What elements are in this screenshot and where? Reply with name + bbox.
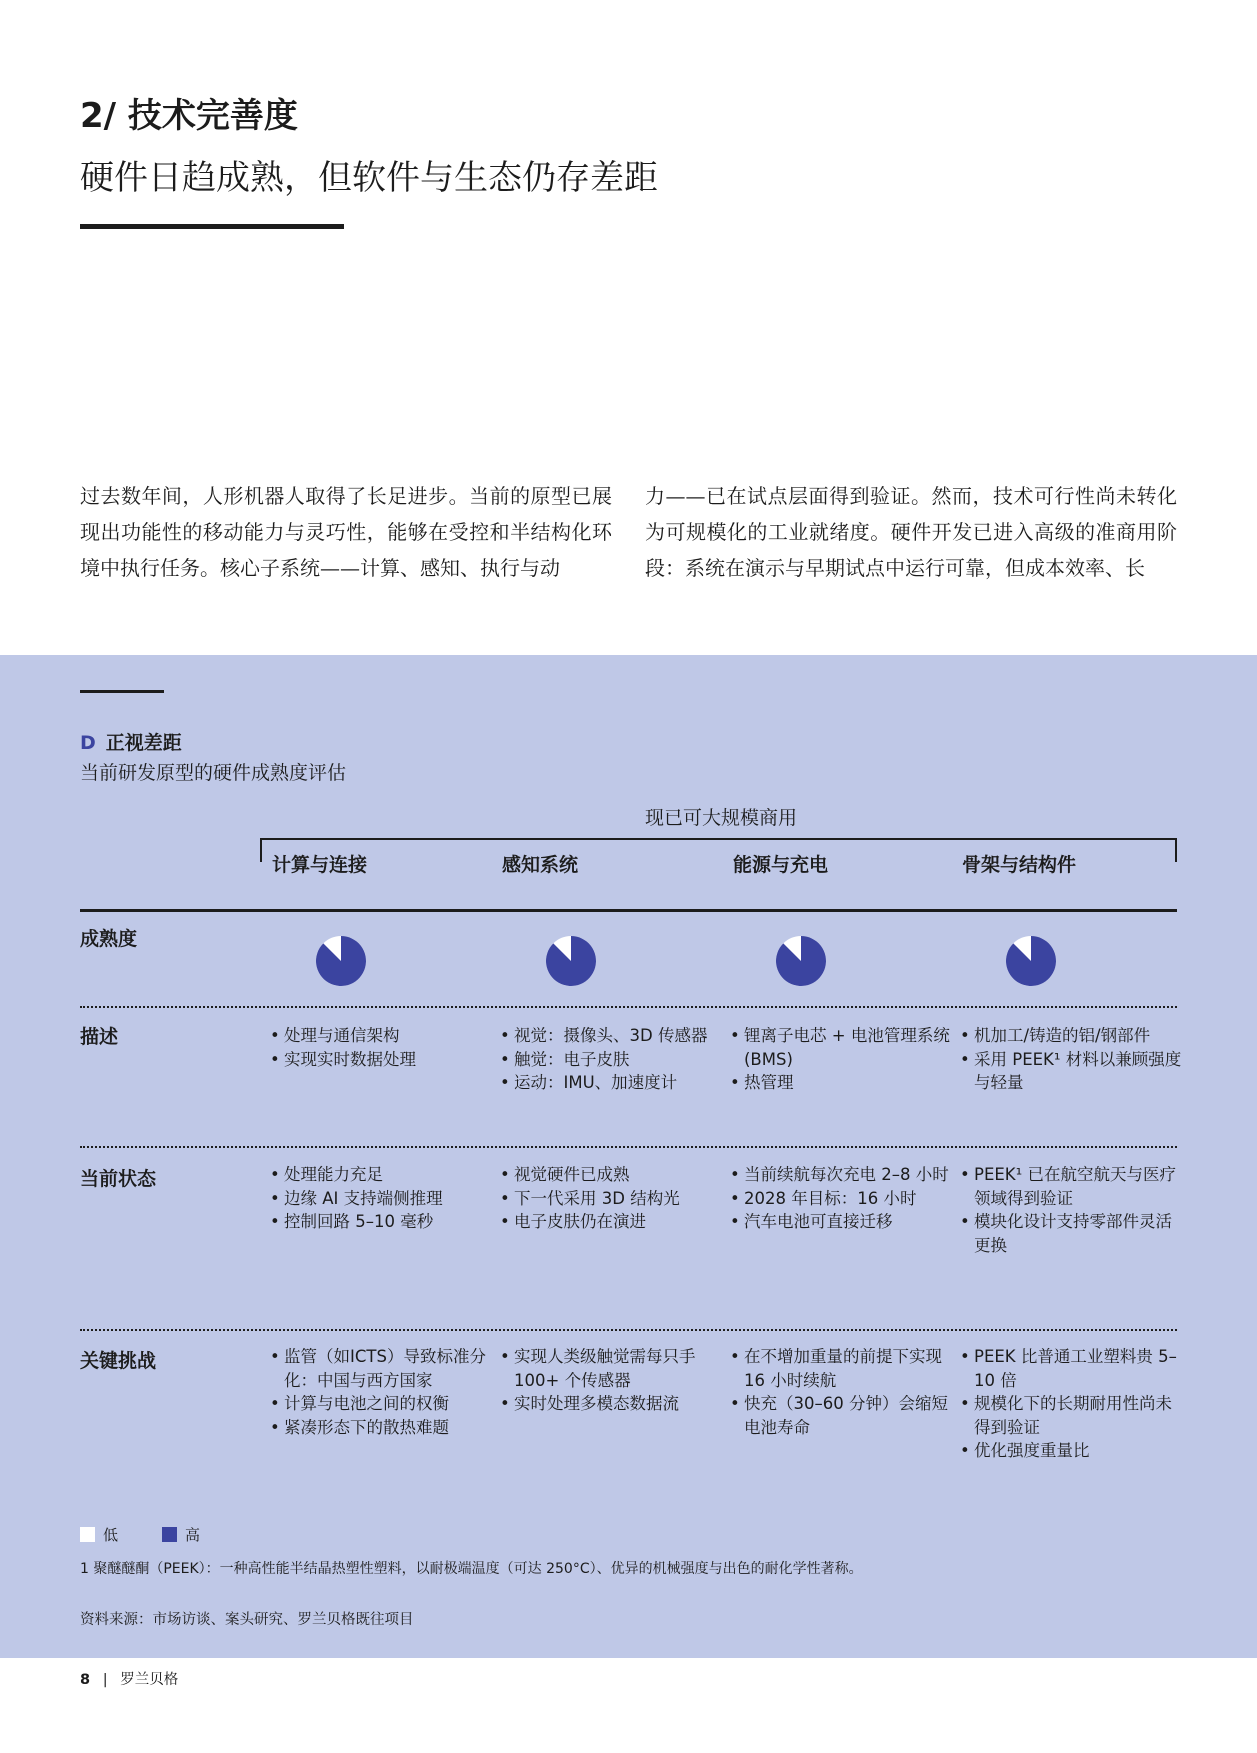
row-label-description: 描述 <box>80 1026 119 1048</box>
bullet-item: • 紧凑形态下的散热难题 <box>270 1416 492 1440</box>
figure-label: D <box>80 732 96 754</box>
bullet-item: • 实现人类级触觉需每只手 100+ 个传感器 <box>500 1345 722 1392</box>
challenges-cell <box>960 1345 1182 1463</box>
row-divider <box>80 1006 1177 1008</box>
bullet-item: • 快充（30–60 分钟）会缩短电池寿命 <box>730 1392 952 1439</box>
maturity-pie <box>315 935 367 987</box>
section-title: 2/ 技术完善度 <box>80 96 298 136</box>
figure-subtitle: 当前研发原型的硬件成熟度评估 <box>80 762 347 784</box>
intro-left: 过去数年间，人形机器人取得了长足进步。当前的原型已展现出功能性的移动能力与灵巧性，能够在受控和半结构化环境中执行任务。核心子系统——计算、感知、执行与动 <box>80 484 612 580</box>
page-footer: 8 | 罗兰贝格 <box>80 1672 179 1688</box>
status-cell <box>270 1163 492 1234</box>
bullet-item: • 电子皮肤仍在演进 <box>500 1210 722 1234</box>
bullet-item: • 控制回路 5–10 毫秒 <box>270 1210 492 1234</box>
bullet-item: • 视觉：摄像头、3D 传感器 <box>500 1024 722 1048</box>
bullet-item: • 当前续航每次充电 2–8 小时 <box>730 1163 952 1187</box>
bullet-item: • 触觉：电子皮肤 <box>500 1048 722 1072</box>
title-rule <box>80 224 344 229</box>
row-label-maturity: 成熟度 <box>80 928 138 950</box>
page-number: 8 <box>80 1672 91 1688</box>
row-divider <box>80 1329 1177 1331</box>
bullet-item: • 视觉硬件已成熟 <box>500 1163 722 1187</box>
bullet-item: • 在不增加重量的前提下实现 16 小时续航 <box>730 1345 952 1392</box>
legend-low-label: 低 <box>103 1526 119 1544</box>
legend-swatch-low <box>80 1527 95 1542</box>
figure-rule <box>80 690 164 693</box>
bullet-item: • 热管理 <box>730 1071 952 1095</box>
description-cell <box>960 1024 1182 1095</box>
footnote: 1 聚醚醚酮（PEEK）：一种高性能半结晶热塑性塑料，以耐极端温度（可达 250°C）、优异的机械强度与出色的耐化学性著称。 <box>80 1561 863 1577</box>
maturity-pie <box>1005 935 1057 987</box>
legend-low <box>80 1524 118 1545</box>
bullet-item: • 规模化下的长期耐用性尚未得到验证 <box>960 1392 1182 1439</box>
bullet-item: • 边缘 AI 支持端侧推理 <box>270 1187 492 1211</box>
column-header: 感知系统 <box>502 854 579 876</box>
footer-brand: 罗兰贝格 <box>120 1672 179 1688</box>
bullet-item: • 计算与电池之间的权衡 <box>270 1392 492 1416</box>
bullet-item: • 实时处理多模态数据流 <box>500 1392 722 1416</box>
column-header: 能源与充电 <box>733 854 829 876</box>
bullet-item: • PEEK 比普通工业塑料贵 5–10 倍 <box>960 1345 1182 1392</box>
row-divider <box>80 1146 1177 1148</box>
legend-swatch-high <box>162 1527 177 1542</box>
source-note: 资料来源：市场访谈、案头研究、罗兰贝格既往项目 <box>80 1612 414 1628</box>
bullet-item: • 下一代采用 3D 结构光 <box>500 1187 722 1211</box>
legend-high <box>162 1524 200 1545</box>
maturity-pie <box>545 935 597 987</box>
description-cell <box>500 1024 722 1095</box>
column-header: 计算与连接 <box>272 854 368 876</box>
bullet-item: • 汽车电池可直接迁移 <box>730 1210 952 1234</box>
row-label-status: 当前状态 <box>80 1168 157 1190</box>
section-subtitle: 硬件日趋成熟，但软件与生态仍存差距 <box>80 158 658 198</box>
bullet-item: • 模块化设计支持零部件灵活更换 <box>960 1210 1182 1257</box>
status-cell <box>960 1163 1182 1257</box>
figure-title <box>80 728 182 755</box>
bullet-item: • 优化强度重量比 <box>960 1439 1182 1463</box>
challenges-cell <box>500 1345 722 1416</box>
description-cell <box>270 1024 492 1071</box>
bullet-item: • 监管（如ICTS）导致标准分化：中国与西方国家 <box>270 1345 492 1392</box>
bullet-item: • PEEK¹ 已在航空航天与医疗领域得到验证 <box>960 1163 1182 1210</box>
intro-right: 力——已在试点层面得到验证。然而，技术可行性尚未转化为可规模化的工业就绪度。硬件开发已进入高级的准商用阶段：系统在演示与早期试点中运行可靠，但成本效率、长 <box>645 484 1177 580</box>
column-header: 骨架与结构件 <box>962 854 1077 876</box>
bullet-item: • 锂离子电芯 + 电池管理系统(BMS) <box>730 1024 952 1071</box>
row-label-challenges: 关键挑战 <box>80 1350 157 1372</box>
status-cell <box>500 1163 722 1234</box>
column-supertitle: 现已可大规模商用 <box>645 807 798 829</box>
bullet-item: • 机加工/铸造的铝/钢部件 <box>960 1024 1182 1048</box>
maturity-pie <box>775 935 827 987</box>
bullet-item: • 运动：IMU、加速度计 <box>500 1071 722 1095</box>
challenges-cell <box>730 1345 952 1439</box>
bullet-item: • 处理能力充足 <box>270 1163 492 1187</box>
legend-high-label: 高 <box>185 1526 201 1544</box>
bullet-item: • 实现实时数据处理 <box>270 1048 492 1072</box>
description-cell <box>730 1024 952 1095</box>
bullet-item: • 采用 PEEK¹ 材料以兼顾强度与轻量 <box>960 1048 1182 1095</box>
figure-panel <box>0 655 1257 1658</box>
bullet-item: • 处理与通信架构 <box>270 1024 492 1048</box>
bullet-item: • 2028 年目标：16 小时 <box>730 1187 952 1211</box>
status-cell <box>730 1163 952 1234</box>
header-rule <box>80 909 1177 912</box>
figure-title-text: 正视差距 <box>105 732 182 754</box>
challenges-cell <box>270 1345 492 1439</box>
